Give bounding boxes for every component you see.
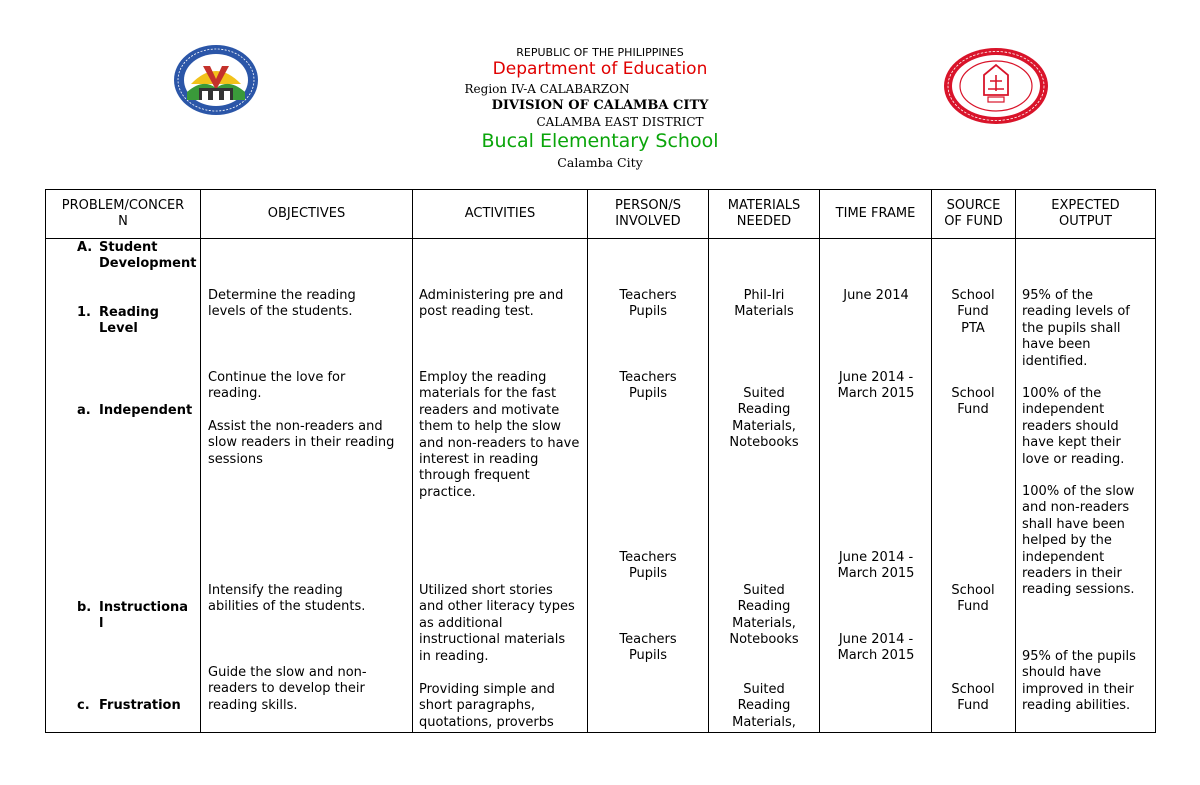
action-plan-table bbox=[45, 189, 1156, 733]
materials-2: Suited Reading Materials, Notebooks bbox=[729, 386, 799, 451]
activity-2: Employ the reading materials for the fast readers and motivate them to help the slow and non-readers to have interest in reading through frequent practice. bbox=[419, 370, 580, 500]
header-persons-label: PERSON/S INVOLVED bbox=[615, 198, 681, 229]
marker-a: A. bbox=[77, 240, 93, 255]
source-3: School Fund bbox=[951, 583, 995, 615]
marker-c-lower: c. bbox=[77, 698, 90, 713]
problem-independent: Independent bbox=[99, 403, 193, 418]
col-header-objectives: OBJECTIVES bbox=[201, 190, 413, 239]
objective-3: Assist the non-readers and slow readers in their reading sessions bbox=[208, 419, 395, 467]
division-line: DIVISION OF CALAMBA CITY bbox=[491, 98, 709, 113]
cell-objectives bbox=[201, 239, 413, 733]
cell-expected-output bbox=[1016, 239, 1156, 733]
objective-4: Intensify the reading abilities of the students. bbox=[208, 583, 366, 615]
district-line: CALAMBA EAST DISTRICT bbox=[536, 115, 704, 129]
objective-1: Determine the reading levels of the students. bbox=[208, 288, 356, 320]
problem-student-development: Student Development bbox=[99, 240, 197, 272]
cell-persons bbox=[588, 239, 709, 733]
table-header-row bbox=[46, 190, 1156, 239]
header-source-label: SOURCE OF FUND bbox=[944, 198, 1003, 229]
time-4: June 2014 - March 2015 bbox=[837, 632, 915, 664]
header-output-label: EXPECTED OUTPUT bbox=[1051, 198, 1120, 229]
persons-1: Teachers Pupils bbox=[619, 288, 677, 320]
republic-line: REPUBLIC OF THE PHILIPPINES bbox=[516, 46, 684, 59]
col-header-activities: ACTIVITIES bbox=[413, 190, 588, 239]
activity-3: Utilized short stories and other literacy types as additional instructional materials in reading. bbox=[419, 583, 575, 664]
persons-4: Teachers Pupils bbox=[619, 632, 677, 664]
city-line: Calamba City bbox=[557, 155, 643, 170]
output-1: 95% of the reading levels of the pupils shall have been identified. bbox=[1022, 288, 1130, 369]
col-header-problem bbox=[46, 190, 201, 239]
department-title: Department of Education bbox=[492, 59, 708, 79]
output-2: 100% of the independent readers should have kept their love or reading. bbox=[1022, 386, 1125, 467]
persons-2: Teachers Pupils bbox=[619, 370, 677, 402]
output-4: 95% of the pupils should have improved in their reading abilities. bbox=[1022, 649, 1136, 714]
source-1: School Fund PTA bbox=[951, 288, 995, 336]
time-2: June 2014 - March 2015 bbox=[837, 370, 915, 402]
problem-frustration: Frustration bbox=[99, 698, 181, 713]
marker-b-lower: b. bbox=[77, 600, 92, 615]
objective-2: Continue the love for reading. bbox=[208, 370, 346, 402]
problem-instructional: Instructional bbox=[99, 600, 189, 632]
school-name: Bucal Elementary School bbox=[481, 130, 719, 152]
cell-activities bbox=[413, 239, 588, 733]
col-header-output bbox=[1016, 190, 1156, 239]
school-seal-logo bbox=[942, 47, 1050, 125]
region-line: Region IV-A CALABARZON bbox=[464, 82, 630, 96]
col-header-persons bbox=[588, 190, 709, 239]
col-header-time: TIME FRAME bbox=[820, 190, 932, 239]
document-header bbox=[0, 0, 1200, 190]
activity-4: Providing simple and short paragraphs, quotations, proverbs bbox=[419, 682, 555, 730]
col-header-materials bbox=[709, 190, 820, 239]
output-3: 100% of the slow and non-readers shall have been helped by the independent readers in their reading sessions. bbox=[1022, 484, 1135, 598]
header-problem-label: PROBLEM/CONCERN bbox=[61, 198, 185, 229]
persons-3: Teachers Pupils bbox=[619, 550, 677, 582]
table-row bbox=[46, 239, 1156, 733]
cell-materials bbox=[709, 239, 820, 733]
cell-problem bbox=[46, 239, 201, 733]
marker-a-lower: a. bbox=[77, 403, 91, 418]
cell-time-frame bbox=[820, 239, 932, 733]
activity-1: Administering pre and post reading test. bbox=[419, 288, 564, 320]
time-3: June 2014 - March 2015 bbox=[837, 550, 915, 582]
source-4: School Fund bbox=[951, 682, 995, 714]
materials-3: Suited Reading Materials, Notebooks bbox=[729, 583, 799, 648]
materials-4: Suited Reading Materials, bbox=[732, 682, 796, 730]
col-header-source bbox=[932, 190, 1016, 239]
materials-1: Phil-Iri Materials bbox=[734, 288, 794, 320]
source-2: School Fund bbox=[951, 386, 995, 418]
objective-5: Guide the slow and non-readers to develop their reading skills. bbox=[208, 665, 367, 713]
problem-reading-level: Reading Level bbox=[99, 305, 159, 337]
time-1: June 2014 bbox=[843, 288, 909, 303]
cell-source-of-fund bbox=[932, 239, 1016, 733]
marker-1: 1. bbox=[77, 305, 91, 320]
header-materials-label: MATERIALS NEEDED bbox=[727, 198, 801, 229]
